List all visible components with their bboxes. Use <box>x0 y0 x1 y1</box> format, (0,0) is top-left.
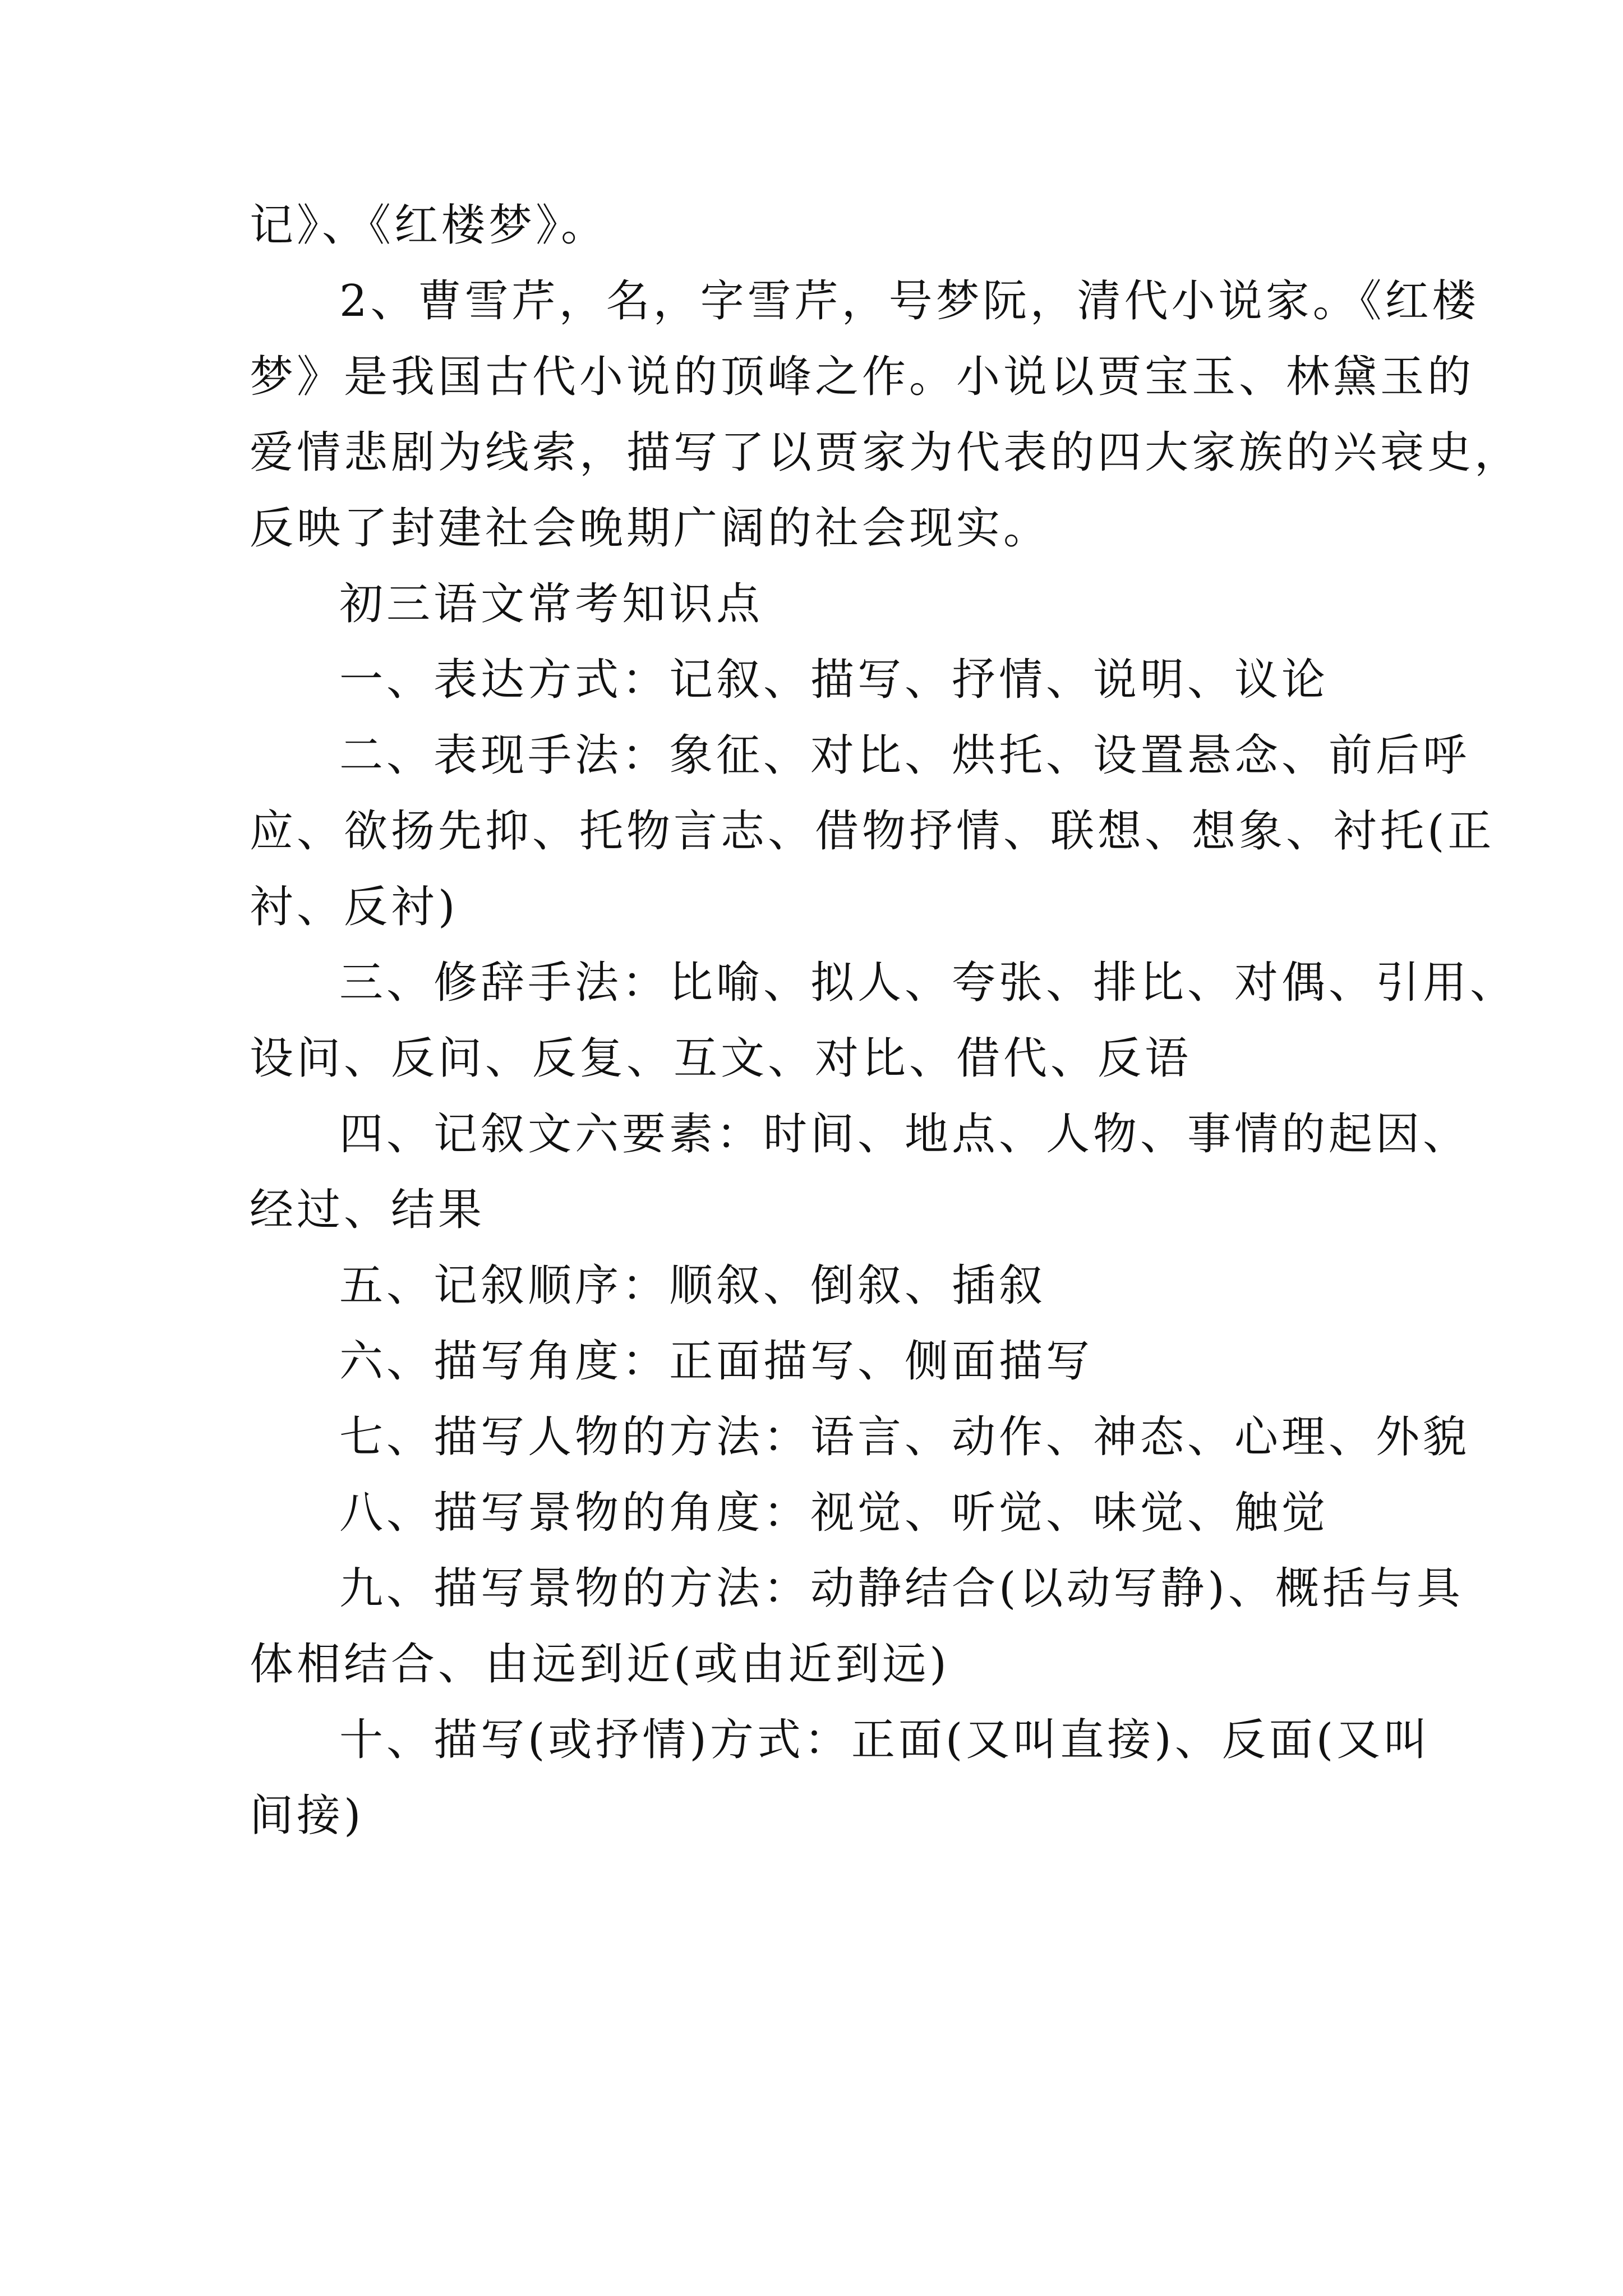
text-line-14: 经过、结果 <box>250 1185 486 1235</box>
text-line-15: 五、记叙顺序：顺叙、倒叙、插叙 <box>339 1260 1046 1311</box>
text-line-5: 反映了封建社会晚期广阔的社会现实。 <box>250 503 1051 554</box>
text-line-2: 2、曹雪芹，名，字雪芹，号梦阮，清代小说家。《红楼 <box>339 276 1479 326</box>
text-line-16: 六、描写角度：正面描写、侧面描写 <box>339 1336 1094 1387</box>
text-line-8: 二、表现手法：象征、对比、烘托、设置悬念、前后呼 <box>339 730 1470 781</box>
text-line-4: 爱情悲剧为线索，描写了以贾家为代表的四大家族的兴衰史， <box>250 427 1522 478</box>
text-line-9: 应、欲扬先抑、托物言志、借物抒情、联想、想象、衬托(正 <box>250 806 1495 857</box>
text-line-22: 间接) <box>250 1791 365 1841</box>
text-line-19: 九、描写景物的方法：动静结合(以动写静)、概括与具 <box>339 1563 1464 1614</box>
text-line-18: 八、描写景物的角度：视觉、听觉、味觉、触觉 <box>339 1488 1329 1538</box>
text-line-1: 记》、《红楼梦》。 <box>250 200 608 251</box>
text-line-10: 衬、反衬) <box>250 882 459 932</box>
text-line-21: 十、描写(或抒情)方式：正面(又叫直接)、反面(又叫 <box>339 1715 1431 1765</box>
section-title: 初三语文常考知识点 <box>339 579 764 629</box>
text-line-7: 一、表达方式：记叙、描写、抒情、说明、议论 <box>339 655 1329 705</box>
text-line-11: 三、修辞手法：比喻、拟人、夸张、排比、对偶、引用、 <box>339 958 1518 1008</box>
text-line-12: 设问、反问、反复、互文、对比、借代、反语 <box>250 1033 1192 1084</box>
text-line-17: 七、描写人物的方法：语言、动作、神态、心理、外貌 <box>339 1412 1470 1462</box>
text-line-20: 体相结合、由远到近(或由近到远) <box>250 1639 950 1690</box>
text-line-3: 梦》是我国古代小说的顶峰之作。小说以贾宝玉、林黛玉的 <box>250 352 1475 402</box>
text-line-13: 四、记叙文六要素：时间、地点、人物、事情的起因、 <box>339 1109 1470 1159</box>
